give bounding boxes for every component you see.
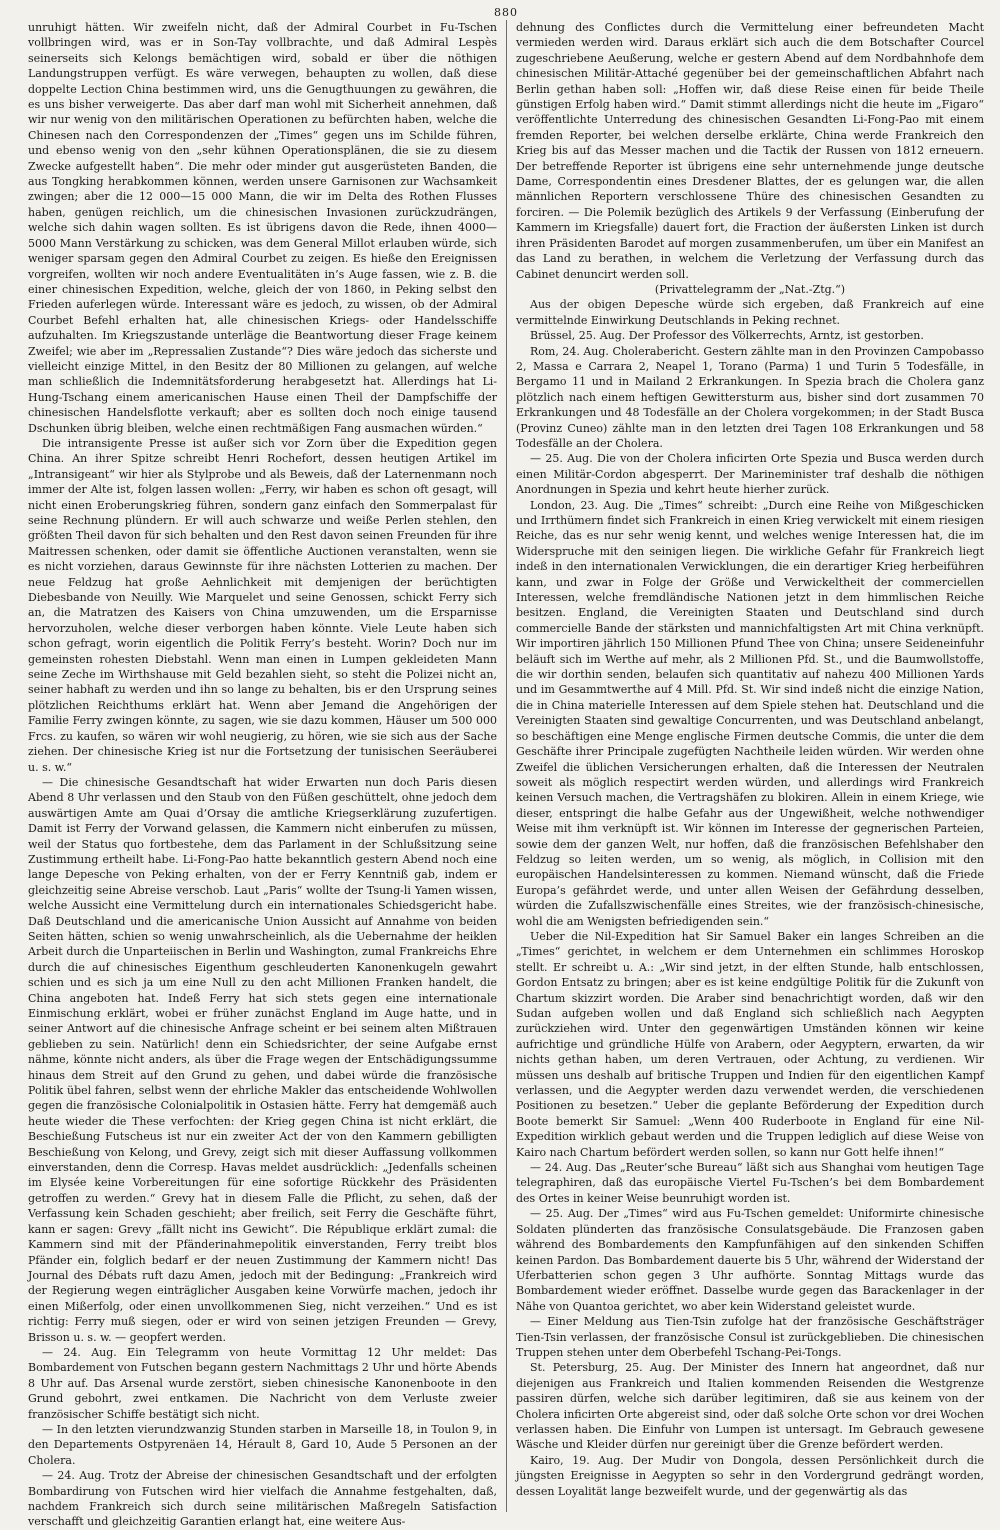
text-columns (28, 20, 984, 1529)
article-paragraph: — Einer Meldung aus Tien-Tsin zufolge hat der französische Geschäftsträger Tien-Tsin verlassen, der französische Consul ist zurückgeblieben. Die chinesischen Truppen stehen unter dem Oberbefehl Tschang-Pei-Tongs. (516, 1315, 984, 1359)
news-item-cairo: Kairo, 19. Aug. Der Mudir von Dongola, dessen Persönlichkeit durch die jüngsten Ereignisse in Aegypten so sehr in den Vordergrund gedrängt worden, dessen Loyalität lange bezweifelt wurde, und der gegenwärtig als das (516, 1453, 984, 1498)
article-paragraph: — 24. Aug. Ein Telegramm von heute Vormittag 12 Uhr meldet: Das Bombardement von Futschen begann gestern Nachmittags 2 Uhr und hörte Abends 8 Uhr auf. Das Arsenal wurde zerstört, sieben chinesische Kanonenboote in den Grund gebohrt, zwei entkamen. Die Nachricht von dem Verluste zweier französischer Schiffe bestätigt sich nicht. (28, 1345, 497, 1421)
article-paragraph: — 24. Aug. Das „Reuter’sche Bureau“ läßt sich aus Shanghai vom heutigen Tage telegraphiren, daß das europäische Viertel Fu-Tschen’s bei dem Bombardement des Ortes in keiner Weise beunruhigt worden ist. (516, 1161, 984, 1205)
article-paragraph: dehnung des Conflictes durch die Vermittelung einer befreundeten Macht vermieden werden wird. Daraus erklärt sich auch die dem Botschafter Courcel zugeschriebene Aeußerung, welche er gestern Abend auf dem Nordbahnhofe dem chinesischen Militär-Attaché gegenüber bei der gemeinschaftlichen Abfahrt nach Berlin gethan haben soll: „Hoffen wir, daß diese Reise einen für beide Theile günstigen Erfolg haben wird.“ Damit stimmt allerdings nicht die heute im „Figaro“ veröffentlichte Unterredung des chinesischen Gesandten Li-Fong-Pao mit einem fremden Reporter, bei welchen derselbe erklärte, China werde Frankreich den Krieg bis auf das Messer machen und die Tactik der Russen von 1812 erneuern. Der betreffende Reporter ist übrigens eine sehr unternehmende junge deutsche Dame, Correspondentin eines Dresdener Blattes, der es gelungen war, die allen männlichen Reportern verschlossene Thüre des chinesischen Gesandten zu forciren. — Die Polemik bezüglich des Artikels 9 der Verfassung (Einberufung der Kammern im Kriegsfalle) dauert fort, die Fraction der äußersten Linken ist durch ihren Präsidenten Barodet auf morgen zusammenberufen, um über ein Manifest an das Land zu berathen, in welchem die Verletzung der Verfassung durch das Cabinet denuncirt werden soll. (516, 21, 984, 281)
right-column (506, 20, 984, 1512)
article-paragraph: Die intransigente Presse ist außer sich vor Zorn über die Expedition gegen China. An ihrer Spitze schreibt Henri Rochefort, dessen heutigen Artikel im „Intransigeant“ wir hier als Stylprobe und als Beweis, daß der Laternenmann noch immer der Alte ist, folgen lassen wollen: „Ferry, wir haben es schon oft gesagt, will nicht einen Eroberungskrieg führen, sondern ganz einfach den Sommerpalast für seine Rechnung plündern. Er will auch schwarze und weiße Perlen stehlen, den größten Theil davon für sich behalten und den Rest davon seinen Freunden für ihre Maitressen schenken, oder damit sie öffentliche Auctionen veranstalten, wenn sie es nicht vorziehen, daraus Gewinnste für ihre nächsten Lotterien zu machen. Der neue Feldzug hat große Aehnlichkeit mit demjenigen der berüchtigten Diebesbande von Neuilly. Wie Marquelet und seine Genossen, schickt Ferry sich an, die Matratzen des Kaisers von China umzuwenden, um die Ersparnisse hervorzuholen, welche dieser verborgen haben könnte. Viele Leute haben sich schon gefragt, worin eigentlich die Politik Ferry’s besteht. Worin? Doch nur im gemeinsten rohesten Diebstahl. Wenn man einen in Lumpen gekleideten Mann seine Zeche im Wirthshause mit Geld bezahlen sieht, so steht die Polizei nicht an, seiner habhaft zu werden und ihn so lange zu behalten, bis er den Ursprung seines plötzlichen Reichthums erklärt hat. Wenn aber Jemand die Angehörigen der Familie Ferry zwingen könnte, zu sagen, wie sie dazu kommen, Häuser um 500 000 Frcs. zu kaufen, so wären wir wohl neugierig, zu hören, wie sie sich aus der Sache ziehen. Der chinesische Krieg ist nur die Fortsetzung der tunisischen Seeräuberei u. s. w.“ (28, 436, 497, 774)
article-paragraph: — 25. Aug. Die von der Cholera inficirten Orte Spezia und Busca werden durch einen Militär-Cordon abgesperrt. Der Marineminister traf deshalb die nöthigen Anordnungen in Spezia und kehrt heute hierher zurück. (516, 452, 984, 497)
article-paragraph: — 24. Aug. Trotz der Abreise der chinesischen Gesandtschaft und der erfolgten Bombardirung von Futschen wird hier vielfach die Annahme festgehalten, daß, nachdem Frankreich sich durch seine militärischen Maßregeln Satisfaction verschafft und gleichzeitig Garantien erlangt hat, eine weitere Aus- (28, 1469, 497, 1529)
article-paragraph: — 25. Aug. Der „Times“ wird aus Fu-Tschen gemeldet: Uniformirte chinesische Soldaten plünderten das französische Consulatsgebäude. Die Franzosen gaben während des Bombardements den Kampfunfähigen auf den sinkenden Schiffen keinen Pardon. Das Bombardement dauerte bis 5 Uhr, während der Widerstand der Uferbatterien schon gegen 3 Uhr aufhörte. Sonntag Mittags wurde das Bombardement wieder eröffnet. Dasselbe wurde gegen das Barackenlager in der Nähe von Quantoa gerichtet, wo aber kein Widerstand geleistet wurde. (516, 1207, 984, 1313)
article-paragraph: Ueber die Nil-Expedition hat Sir Samuel Baker ein langes Schreiben an die „Times“ gerichtet, in welchem er dem Unternehmen ein schlimmes Horoskop stellt. Er schreibt u. A.: „Wir sind jetzt, in der elften Stunde, halb entschlossen, Gordon Entsatz zu bringen; aber es ist keine endgültige Politik für die Zukunft von Chartum skizzirt worden. Die Araber sind benachrichtigt worden, daß wir den Sudan aufgeben wollen und daß England sich schließlich nach Aegypten zurückziehen wird. Unter den gegenwärtigen Umständen können wir keine aufrichtige und gründliche Hülfe von Arabern, oder Aegyptern, erwarten, da wir nichts gethan haben, um deren Vertrauen, oder Achtung, zu verdienen. Wir müssen uns deshalb auf britische Truppen und Indien für den eigentlichen Kampf verlassen, und die Aegypter werden dazu verwendet werden, die verschiedenen Positionen zu besetzen.“ Ueber die geplante Beförderung der Expedition durch Boote bemerkt Sir Samuel: „Wenn 400 Ruderboote in England für eine Nil-Expedition wirklich gebaut werden und die Truppen lediglich auf diese Weise von Kairo nach Chartum befördert werden sollen, so kann nur Gott helfe ihnen!“ (516, 929, 984, 1159)
left-column (28, 20, 506, 1529)
article-paragraph: unruhigt hätten. Wir zweifeln nicht, daß der Admiral Courbet in Fu-Tschen vollbringen wird, was er in Son-Tay vollbrachte, und daß Admiral Lespès seinerseits sich Kelongs bemächtigen wird, sobald er über die nöthigen Landungstruppen verfügt. Es wäre verwegen, behaupten zu wollen, daß diese doppelte Lection China bestimmen wird, uns die Genugthuungen zu gewähren, die es uns bisher verweigerte. Das aber darf man wohl mit Sicherheit annehmen, daß wir nur wenig von den militärischen Operationen zu befürchten haben, welche die Chinesen nach den Correspondenzen der „Times“ gegen uns im Schilde führen, und ebenso wenig von den „sehr kühnen Operationsplänen, die sie zu diesem Zwecke aufgestellt haben“. Die mehr oder minder gut ausgerüsteten Banden, die aus Tongking herabkommen können, werden unsere Garnisonen zur Wachsamkeit zwingen; aber die 12 000—15 000 Mann, die wir im Delta des Rothen Flusses haben, genügen reichlich, um die chinesischen Invasionen zurückzudrängen, welche sich dahin wagen sollten. Es ist übrigens davon die Rede, ihnen 4000—5000 Mann Verstärkung zu schicken, was dem General Millot erlauben würde, sich weniger sparsam gegen den Admiral Courbet zu zeigen. Es hieße den Ereignissen vorgreifen, wollten wir noch andere Eventualitäten in’s Auge fassen, wie z. B. die einer chinesischen Expedition, welche, gleich der von 1860, in Peking selbst den Frieden auferlegen würde. Interessant wäre es jedoch, zu wissen, ob der Admiral Courbet Befehl erhalten hat, alle chinesischen Kriegs- oder Handelsschiffe aufzuhalten. Im Kriegszustande unterläge die Beantwortung dieser Frage keinem Zweifel; wie aber im „Repressalien Zustande“? Dies wäre jedoch das sicherste und vielleicht einzige Mittel, in den Besitz der 80 Millionen zu gelangen, auf welche man schließlich die Indemnitätsforderung herabgesetzt hat. Allerdings hat Li-Hung-Tschang einem americanischen Hause einen Theil der Dampfschiffe der chinesischen Handelsflotte verkauft; aber es sollten doch noch einige tausend Dschunken übrig bleiben, welche einen rechtmäßigen Fang ausmachen würden.“ (28, 21, 497, 435)
news-item-london: London, 23. Aug. Die „Times“ schreibt: „Durch eine Reihe von Mißgeschicken und Irrthümern findet sich Frankreich in einen Krieg verwickelt mit einem riesigen Reiche, das es nur sehr wenig kennt, und welches wenige Interessen hat, die im Widerspruche mit den seinigen liegen. Die wirkliche Gefahr für Frankreich liegt indeß in den internationalen Verwicklungen, die ein derartiger Krieg herbeiführen kann, und zwar in Folge der Größe und Verwickeltheit der commerciellen Interessen, welche fremdländische Nationen jetzt in dem himmlischen Reiche besitzen. England, die Vereinigten Staaten und Deutschland sind durch commercielle Bande der stärksten und mannichfaltigsten Art mit China verknüpft. Wir importiren jährlich 150 Millionen Pfund Thee von China; unsere Seideneinfuhr beläuft sich im Werthe auf mehr, als 2 Millionen Pfd. St., und die Baumwollstoffe, die wir dorthin senden, belaufen sich quantitativ auf nahezu 400 Millionen Yards und im Gesammtwerthe auf 4 Mill. Pfd. St. Wir sind indeß nicht die einzige Nation, die in China materielle Interessen auf dem Spiele stehen hat. Deutschland und die Vereinigten Staaten sind gewaltige Concurrenten, und was Deutschland anbelangt, so beschäftigen eine Menge englische Firmen deutsche Commis, die unter die dem Geschäfte ihrer Principale zugefügten Nachtheile leiden würden. Wir werden ohne Zweifel die üblichen Versicherungen erhalten, daß die Interessen der Neutralen soweit als möglich respectirt werden würden, und allerdings wird Frankreich keinen Versuch machen, die Vertragshäfen zu blokiren. Allein in einem Kriege, wie dieser, entspringt die halbe Gefahr aus der Ungewißheit, welche nothwendiger Weise mit ihm verknüpft ist. Wir können im Interesse der gegnerischen Parteien, sowie dem der ganzen Welt, nur hoffen, daß die französischen Befehlshaber den Feldzug so leiten werden, um so wenig, als möglich, in Collision mit den europäischen Handelsinteressen zu kommen. Niemand wünscht, daß die Friede Europa’s gefährdet werde, und unter allen Weisen der Gefährdung desselben, würden die Zufallszwischenfälle eines Streites, wie der französisch-chinesische, wohl die am Wenigsten befriedigenden sein.“ (516, 498, 984, 928)
telegram-source: (Privattelegramm der „Nat.-Ztg.“) (654, 282, 846, 296)
page-number: 880 (494, 6, 518, 19)
news-item-brussels: Brüssel, 25. Aug. Der Professor des Völkerrechts, Arntz, ist gestorben. (530, 329, 924, 343)
news-item-rome: Rom, 24. Aug. Cholerabericht. Gestern zählte man in den Provinzen Campobasso 2, Massa e Carrara 2, Neapel 1, Torano (Parma) 1 und Turin 5 Todesfälle, in Bergamo 11 und in Mailand 2 Erkrankungen. In Spezia brach die Cholera ganz plötzlich nach einem heftigen Gewittersturm aus, bisher sind dort zusammen 70 Erkrankungen und 48 Todesfälle an der Cholera vorgekommen; in der Stadt Busca (Provinz Cuneo) zählte man in den letzten drei Tagen 108 Erkrankungen und 58 Todesfälle an der Cholera. (516, 344, 984, 450)
news-item-st-petersburg: St. Petersburg, 25. Aug. Der Minister des Innern hat angeordnet, daß nur diejenigen aus Frankreich und Italien kommenden Reisenden die Westgrenze passiren dürfen, welche sich darüber legitimiren, daß sie aus keinem von der Cholera inficirten Orte abgereist sind, oder daß solche Orte schon vor drei Wochen verlassen haben. Die Einfuhr von Lumpen ist untersagt. Im Gebrauch gewesene Wäsche und Kleider dürfen nur gereinigt über die Grenze befördert werden. (516, 1361, 984, 1452)
article-paragraph: Aus der obigen Depesche würde sich ergeben, daß Frankreich auf eine vermittelnde Einwirkung Deutschlands in Peking rechnet. (516, 298, 984, 327)
article-paragraph: — Die chinesische Gesandtschaft hat wider Erwarten nun doch Paris diesen Abend 8 Uhr verlassen und den Staub von den Füßen geschüttelt, ohne jedoch dem auswärtigen Amte am Quai d’Orsay die amtliche Kriegserklärung zuzufertigen. Damit ist Ferry der Vorwand gelassen, die Kammern nicht einberufen zu müssen, weil der Status quo fortbestehe, dem das Parlament in der Schlußsitzung seine Zustimmung ertheilt habe. Li-Fong-Pao hatte bekanntlich gestern Abend noch eine lange Depesche von Peking erhalten, von der er Ferry Kenntniß gab, indem er gleichzeitig seine Abreise verschob. Laut „Paris“ wollte der Tsung-li Yamen wissen, welche Aussicht eine Vermittelung durch ein internationales Schiedsgericht habe. Daß Deutschland und die americanische Union Aussicht auf Annahme von beiden Seiten hätten, schien so wenig unwahrscheinlich, als die Uebernahme der heiklen Arbeit durch die Unparteiischen in Berlin und Washington, zumal Frankreichs Ehre durch die auf chinesisches Eigenthum geschleuderten Kanonenkugeln gewahrt schien und es sich ja um eine Null zu den acht Millionen Franken handelt, die China angeboten hat. Indeß Ferry hat sich stets gegen eine internationale Einmischung erklärt, wobei er früher zunächst England im Auge hatte, und in seiner Antwort auf die chinesische Anfrage scheint er bei seinem alten Mißtrauen geblieben zu sein. Natürlich! denn ein Schiedsrichter, der seine Aufgabe ernst nähme, könnte nicht anders, als über die Frage wegen der Entschädigungssumme hinaus dem Streit auf den Grund zu gehen, und dabei würde die französische Politik übel fahren, selbst wenn der ehrliche Makler das entscheidende Wohlwollen gegen die französische Colonialpolitik in Ostasien hätte. Ferry hat demgemäß auch heute wieder die These verfochten: der Krieg gegen China ist nicht erklärt, die Beschießung Futscheus ist nur ein zweiter Act der von den Kammern gebilligten Beschießung von Kelong, und Grevy, zeigt sich mit dieser Auffassung vollkommen einverstanden, denn die Corresp. Havas meldet ausdrücklich: „Jedenfalls scheinen im Elysée keine Vorbereitungen für eine sofortige Rückkehr des Präsidenten getroffen zu werden.“ Grevy hat in diesem Falle die Pflicht, zu sehen, daß der Verfassung kein Schaden geschieht; aber freilich, seit Ferry die Geschäfte führt, kann er sagen: Grevy „fällt nicht ins Gewicht“. Die République erklärt zumal: die Kammern sind mit der Pfänderinahmepolitik einverstanden, Ferry treibt blos Pfänder ein, folglich bedarf er der neuen Zustimmung der Kammern nicht! Das Journal des Débats ruft dazu Amen, jedoch mit der Bedingung: „Frankreich wird der Regierung wegen einträglicher Ausgaben keine Vorwürfe machen, jedoch ihr einen Mißerfolg, oder einen unvollkommenen Sieg, nicht verzeihen.“ Und es ist richtig: Ferry muß siegen, oder er wird von seinen jetzigen Freunden — Grevy, Brisson u. s. w. — geopfert werden. (28, 775, 497, 1344)
article-paragraph: — In den letzten vierundzwanzig Stunden starben in Marseille 18, in Toulon 9, in den Departements Ostpyrenäen 14, Hérault 8, Gard 10, Aude 5 Personen an der Cholera. (28, 1422, 497, 1467)
